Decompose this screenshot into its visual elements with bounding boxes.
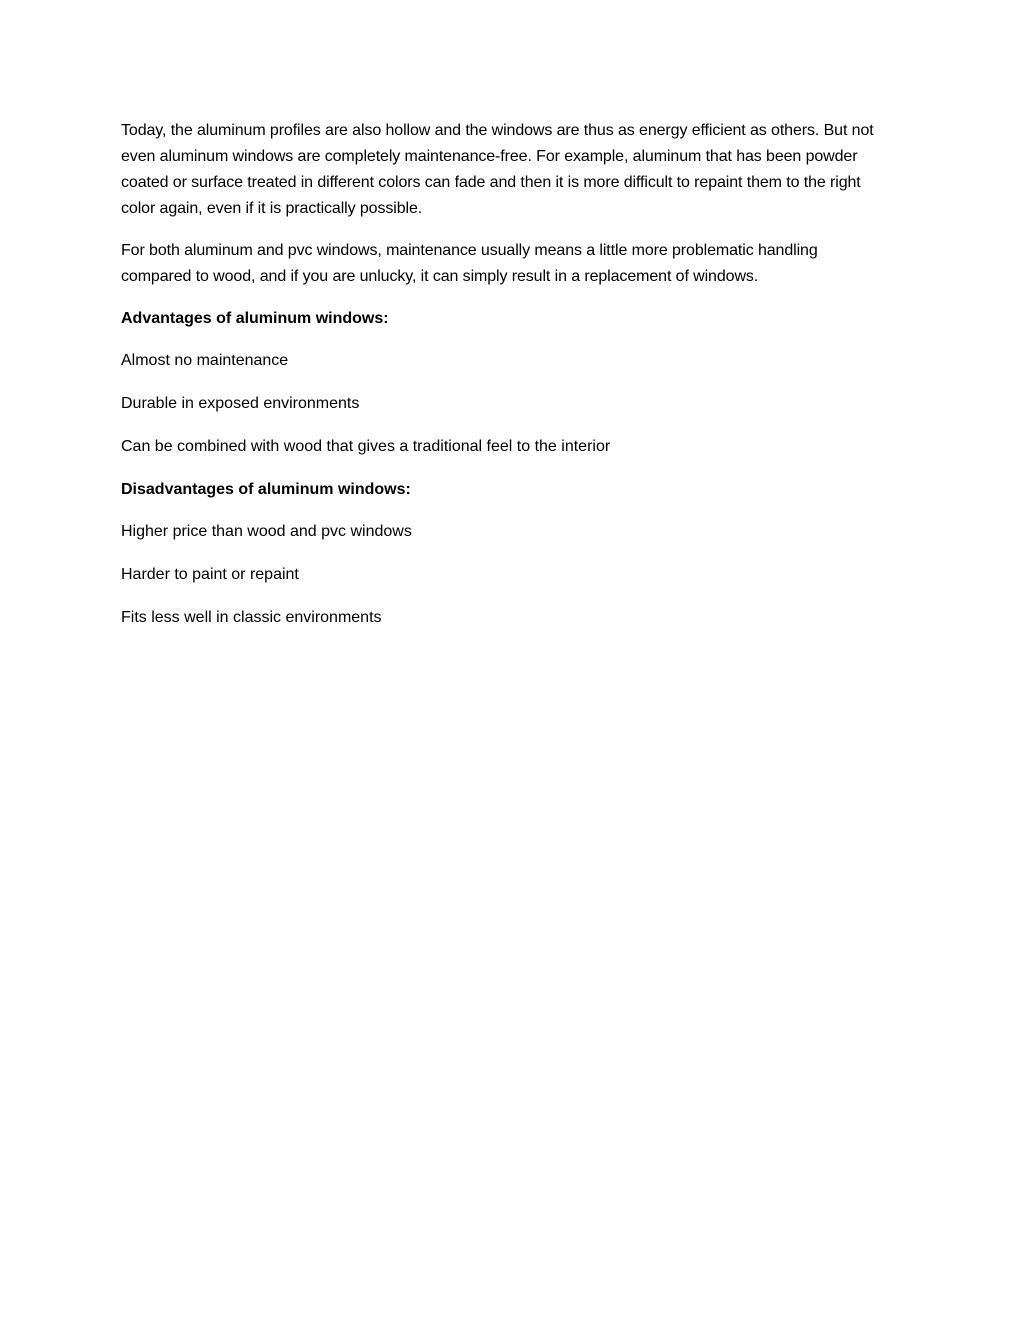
- advantages-list: [121, 348, 891, 460]
- document-body: [121, 118, 891, 648]
- disadvantage-item: Higher price than wood and pvc windows: [121, 523, 412, 540]
- disadvantage-item: Fits less well in classic environments: [121, 609, 382, 626]
- disadvantages-heading: Disadvantages of aluminum windows:: [121, 481, 411, 498]
- advantages-heading: Advantages of aluminum windows:: [121, 310, 389, 327]
- disadvantage-item: Harder to paint or repaint: [121, 566, 299, 583]
- advantage-item: Durable in exposed environments: [121, 395, 360, 412]
- disadvantages-list: [121, 519, 891, 631]
- paragraph: For both aluminum and pvc windows, maintenance usually means a little more problematic handling compared to wood, and if you are unlucky, it can simply result in a replacement of windows.: [121, 242, 818, 285]
- advantage-item: Almost no maintenance: [121, 352, 289, 369]
- paragraph: Today, the aluminum profiles are also hollow and the windows are thus as energy efficient as others. But not even aluminum windows are completely maintenance-free. For example, aluminum that has been powder coated or surface treated in different colors can fade and then it is more difficult to repaint them to the right color again, even if it is practically possible.: [121, 122, 874, 217]
- advantage-item: Can be combined with wood that gives a traditional feel to the interior: [121, 438, 611, 455]
